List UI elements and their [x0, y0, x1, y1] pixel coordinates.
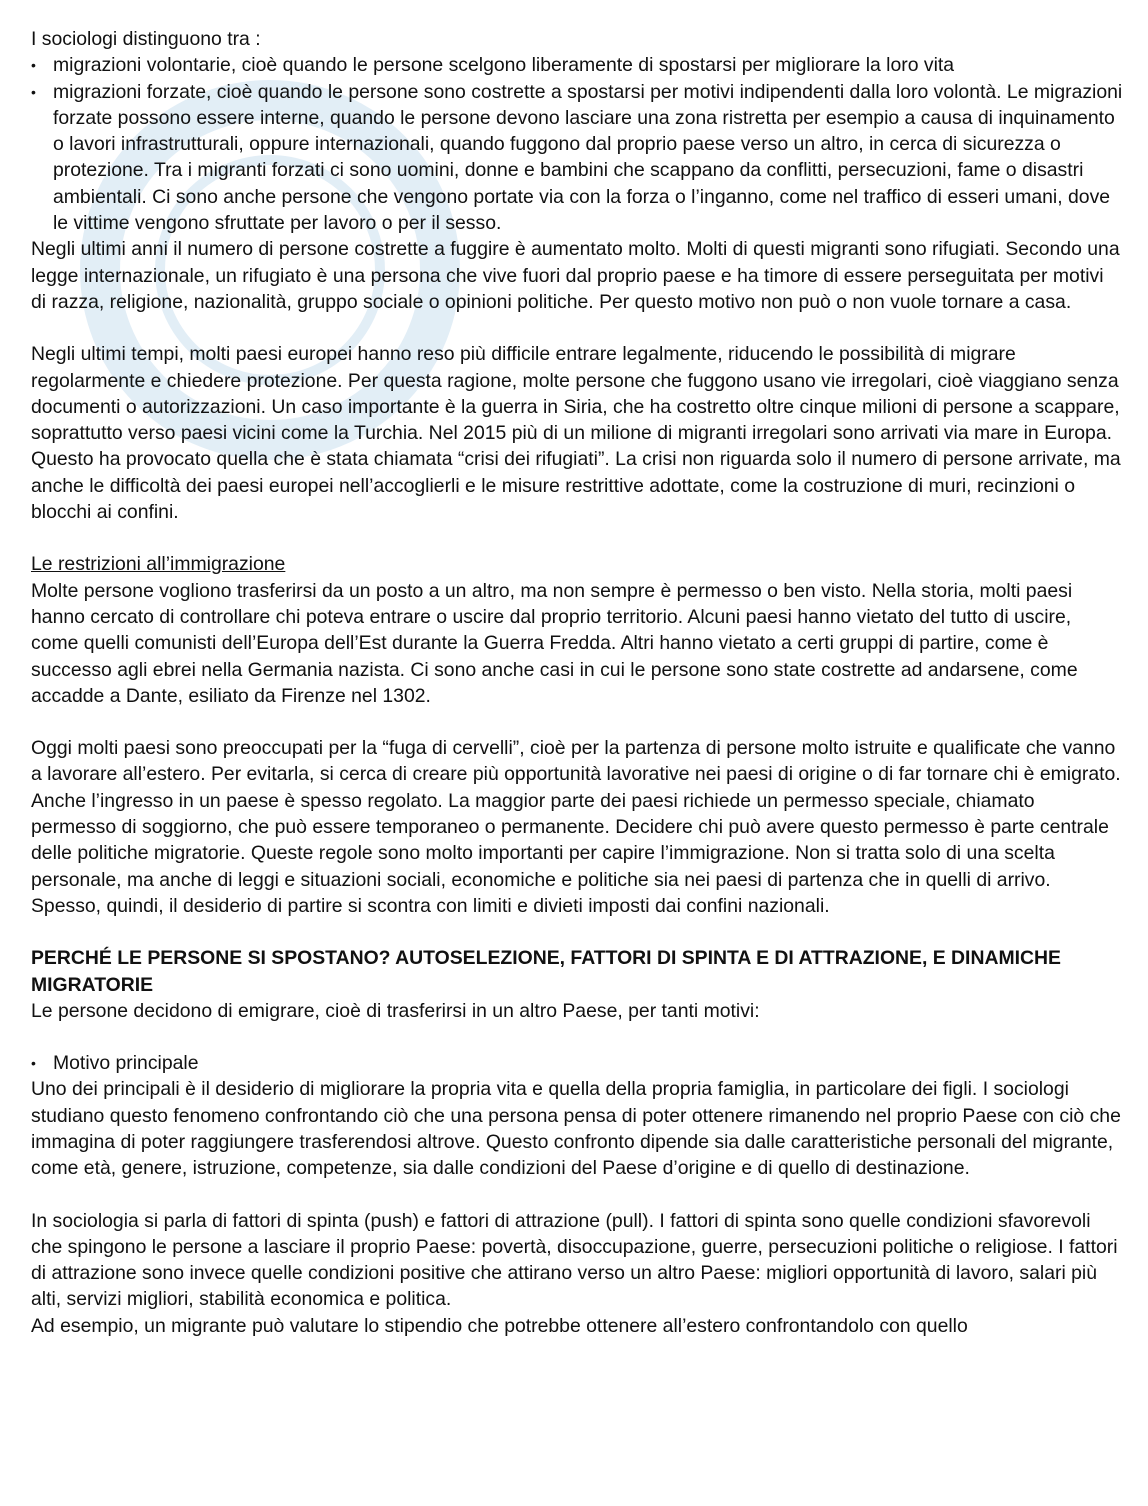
list-item: • migrazioni volontarie, cioè quando le persone scelgono liberamente di spostarsi per migliorare la loro vita [31, 52, 1123, 78]
paragraph-brain-drain: Oggi molti paesi sono preoccupati per la “fuga di cervelli”, cioè per la partenza di persone molto istruite e qualificate che vanno a lavorare all’estero. Per evitarla, si cerca di creare più opportunità lavorative nei paesi di origine o di far tornare chi è emigrato. [31, 737, 1121, 786]
section-heading: PERCHÉ LE PERSONE SI SPOSTANO? AUTOSELEZIONE, FATTORI DI SPINTA E DI ATTRAZIONE, E DINAMICHE MIGRATORIE [31, 947, 1061, 996]
paragraph-main-reason: Uno dei principali è il desiderio di migliorare la propria vita e quella della propria famiglia, in particolare dei figli. I sociologi studiano questo fenomeno confrontando ciò che una persona pensa di poter ottenere rimanendo nel proprio Paese con ciò che immagina di poter raggiungere trasferendosi altrove. Questo confronto dipende sia dalle caratteristiche personali del migrante, come età, genere, istruzione, competenze, sia dalle condizioni del Paese d’origine e di quello di destinazione. [31, 1078, 1121, 1180]
paragraph-example: Ad esempio, un migrante può valutare lo stipendio che potrebbe ottenere all’estero confrontandolo con quello [31, 1314, 968, 1337]
document-page [31, 26, 1123, 1339]
paragraph-refugees: Negli ultimi anni il numero di persone costrette a fuggire è aumentato molto. Molti di questi migranti sono rifugiati. Secondo una legge internazionale, un rifugiato è una persona che vive fuori dal proprio paese e ha timore di essere perseguitata per motivi di razza, religione, nazionalità, gruppo sociale o opinioni politiche. Per questo motivo non può o non vuole tornare a casa. [31, 238, 1120, 313]
reasons-list [31, 1050, 1123, 1076]
paragraph-push-pull: In sociologia si parla di fattori di spinta (push) e fattori di attrazione (pull). I fattori di spinta sono quelle condizioni sfavorevoli che spingono le persone a lasciare il proprio Paese: povertà, disoccupazione, guerre, persecuzioni politiche o religiose. I fattori di attrazione sono invece quelle condizioni positive che attirano verso un altro Paese: migliori opportunità di lavoro, salari più alti, servizi migliori, stabilità economica e politica. [31, 1209, 1118, 1311]
list-item: • migrazioni forzate, cioè quando le persone sono costrette a spostarsi per motivi indipendenti dalla loro volontà. Le migrazioni forzate possono essere interne, quando le persone devono lasciare una zona ristretta per esempio a causa di inquinamento o lavori infrastrutturali, oppure internazionali, quando fuggono dal proprio paese verso un altro, in cerca di sicurezza o protezione. Tra i migranti forzati ci sono uomini, donne e bambini che scappano da conflitti, persecuzioni, fame o disastri ambientali. Ci sono anche persone che vengono portate via con la forza o l’inganno, come nel traffico di esseri umani, dove le vittime vengono sfruttate per lavoro o per il sesso. [31, 79, 1123, 237]
list-item: • Motivo principale [31, 1050, 1123, 1076]
migration-types-list [31, 52, 1123, 236]
paragraph-residence-permit: Anche l’ingresso in un paese è spesso regolato. La maggior parte dei paesi richiede un permesso speciale, chiamato permesso di soggiorno, che può essere temporaneo o permanente. Decidere chi può avere questo permesso è parte centrale delle politiche migratorie. Queste regole sono molto importanti per capire l’immigrazione. Non si tratta solo di una scelta personale, ma anche di leggi e situazioni sociali, economiche e politiche sia nei paesi di partenza che in quelli di arrivo. Spesso, quindi, il desiderio di partire si scontra con limiti e divieti imposti dai confini nazionali. [31, 789, 1109, 917]
intro-text: I sociologi distinguono tra : [31, 28, 261, 50]
paragraph-refugee-crisis: Negli ultimi tempi, molti paesi europei hanno reso più difficile entrare legalmente, riducendo le possibilità di migrare regolarmente e chiedere protezione. Per questa ragione, molte persone che fuggono usano vie irregolari, cioè viaggiano senza documenti o autorizzazioni. Un caso importante è la guerra in Siria, che ha costretto oltre cinque milioni di persone a scappare, soprattutto verso paesi vicini come la Turchia. Nel 2015 più di un milione di migranti irregolari sono arrivati via mare in Europa. Questo ha provocato quella che è stata chiamata “crisi dei rifugiati”. La crisi non riguarda solo il numero di persone arrivate, ma anche le difficoltà dei paesi europei nell’accoglierli e le misure restrittive adottate, come la costruzione di muri, recinzioni o blocchi ai confini. [31, 343, 1121, 524]
paragraph-reasons: Le persone decidono di emigrare, cioè di trasferirsi in un altro Paese, per tanti motivi: [31, 999, 760, 1022]
paragraph-restrictions: Molte persone vogliono trasferirsi da un posto a un altro, ma non sempre è permesso o ben visto. Nella storia, molti paesi hanno cercato di controllare chi poteva entrare o uscire dal proprio territorio. Alcuni paesi hanno vietato del tutto di uscire, come quelli comunisti dell’Europa dell’Est durante la Guerra Fredda. Altri hanno vietato a certi gruppi di partire, come è successo agli ebrei nella Germania nazista. Ci sono anche casi in cui le persone sono state costrette ad andarsene, come accadde a Dante, esiliato da Firenze nel 1302. [31, 579, 1078, 707]
subheading-restrictions: Le restrizioni all’immigrazione [31, 553, 286, 576]
